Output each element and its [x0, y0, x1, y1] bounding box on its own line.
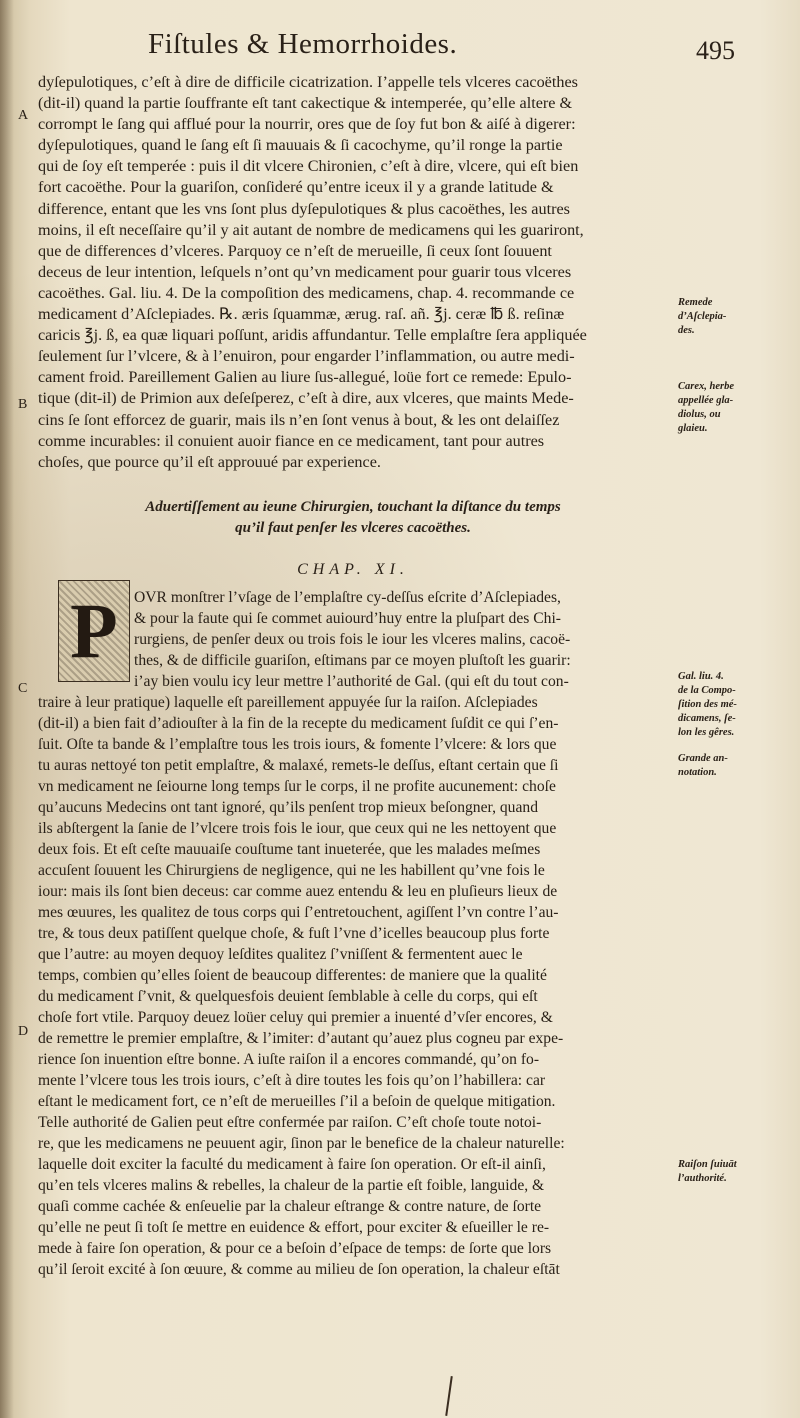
text-line: temps, combien qu’elles ſoient de beaucoup differentes: de maniere que la qualité	[38, 966, 547, 984]
text-line: laquelle doit exciter la faculté du medicament à faire ſon operation. Or eſt-il ainſi,	[38, 1155, 546, 1173]
text-line: tu auras nettoyé ton petit emplaſtre, & malaxé, remets-le deſſus, eſtant certain que ſi	[38, 756, 559, 774]
text-line: medicament d’Aſclepiades. ℞. æris ſquammæ, ærug. raſ. añ. ℥j. ceræ ℔ ß. reſinæ	[38, 305, 565, 324]
advertissement-line: qu’il faut penſer les vlceres cacoëthes.	[235, 519, 471, 536]
text-line: qui de ſoy eſt temperée : puis il dit vlcere Chironien, c’eſt à dire, vlcere, qui eſt bien	[38, 157, 579, 176]
margin-note-line: d’Aſclepia-	[678, 311, 727, 322]
margin-note-line: Grande an-	[678, 753, 728, 764]
margin-note-carex	[678, 380, 796, 436]
text-line: mes œuures, les qualitez de tous corps qui ſ’entretouchent, agiſſent l’vn contre l’au-	[38, 903, 559, 921]
text-line: du medicament ſ’vnit, & quelquesfois deuient ſemblable à celle du corps, qui eſt	[38, 987, 538, 1005]
text-line: rience ſon inuention eſtre bonne. A iuſte raiſon il a encores commandé, qu’on fo-	[38, 1050, 540, 1068]
margin-note-line: Raiſon ſuiuāt	[678, 1159, 737, 1170]
text-line: qu’elle ne peut ſi toſt ſe mettre en euidence & effort, pour exciter & eſueiller le re-	[38, 1218, 550, 1236]
text-line: ils abſtergent la ſanie de l’vlcere trois fois le iour, que ceux qui ne les nettoyent que	[38, 819, 557, 837]
margin-note-line: glaieu.	[678, 423, 708, 434]
margin-note-remede	[678, 296, 796, 338]
text-line: de remettre le premier emplaſtre, & l’imiter: d’autant qu’auez plus cogneu par expe-	[38, 1029, 564, 1047]
margin-note-line: dicamens, ſe-	[678, 713, 736, 724]
margin-note-raison	[678, 1158, 796, 1186]
text-line: mede à faire ſon operation, & pour ce a beſoin d’eſpace de temps: de ſorte que lors	[38, 1239, 552, 1257]
text-block	[38, 72, 668, 1280]
text-line: deux fois. Et eſt ceſte mauuaiſe couſtume tant inueterée, que les malades meſmes	[38, 840, 541, 858]
text-line: cament froid. Pareillement Galien au liure ſus-allegué, loüe fort ce remede: Epulo-	[38, 368, 572, 387]
text-line: corrompt le ſang qui afflué pour la nourrir, ores que de ſoy fut bon & aiſé à digerer:	[38, 115, 576, 134]
text-line: Telle authorité de Galien peut eſtre confermée par raiſon. C’eſt choſe toute notoi-	[38, 1113, 542, 1131]
margin-note-line: l’authorité.	[678, 1173, 727, 1184]
text-line: caricis ℥j. ß, ea quæ liquari poſſunt, aridis affundantur. Telle emplaſtre ſera appliquée	[38, 326, 587, 345]
margin-note-line: appellée gla-	[678, 395, 734, 406]
margin-note-line: Carex, herbe	[678, 381, 734, 392]
margin-note-line: des.	[678, 325, 695, 336]
text-line: iour: mais ils ſont bien deceus: car comme auez entendu & leu en pluſieurs lieux de	[38, 882, 558, 900]
text-line: & pour la faute qui ſe commet auiourd’huy entre la pluſpart des Chi-	[134, 609, 561, 627]
margin-note-gal	[678, 670, 796, 740]
margin-note-line: Gal. liu. 4.	[678, 671, 724, 682]
margin-note-grande	[678, 752, 796, 780]
text-line: (dit-il) a bien fait d’adiouſter à la fin de la recepte du medicament ſuſdit ce qui ſ’en-	[38, 714, 559, 732]
text-line: fort cacoëthe. Pour la guariſon, conſideré qu’entre iceux il y a grande latitude &	[38, 178, 554, 197]
text-line: cins ſe ſont efforcez de guarir, mais ils n’en ſont venus à bout, & les ont delaiſſez	[38, 410, 560, 429]
margin-letter-d: D	[18, 1024, 29, 1039]
margin-note-line: notation.	[678, 767, 717, 778]
text-line: eſtant le medicament fort, ce n’eſt de merueilles ſ’il a beſoin de quelque mitigation.	[38, 1092, 556, 1110]
margin-note-line: lon les gêres.	[678, 727, 735, 738]
drop-cap-letter: P	[70, 587, 118, 674]
text-line: difference, entant que les vns ſont plus dyſepulotiques & plus cacoëthes, les autres	[38, 199, 570, 218]
text-line: qu’en tels vlceres malins & rebelles, la chaleur de la partie eſt foible, languide, &	[38, 1176, 545, 1194]
margin-note-line: diolus, ou	[678, 409, 721, 420]
text-line: (dit-il) quand la partie ſouffrante eſt tant cakectique & intemperée, qu’elle altere &	[38, 94, 573, 113]
text-line: ſeulement ſur l’vlcere, & à l’enuiron, pour engarder l’inflammation, ou autre medi-	[38, 347, 575, 366]
chapter-body	[38, 692, 668, 1280]
running-title: Fiſtules & Hemorrhoides.	[148, 28, 458, 60]
bottom-ink-mark	[445, 1376, 453, 1416]
margin-note-line: ſition des mé-	[678, 699, 737, 710]
text-line: deceus de leur intention, leſquels n’ont qu’vn medicament pour guarir tous vlceres	[38, 262, 572, 281]
text-line: tique (dit-il) de Primion aux deſeſperez, c’eſt à dire, aux vlceres, que maints Mede-	[38, 389, 574, 408]
text-line: OVR monſtrer l’vſage de l’emplaſtre cy-deſſus eſcrite d’Aſclepiades,	[134, 588, 561, 606]
text-line: mente l’vlcere tous les trois iours, c’eſt à dire toutes les fois qu’on l’habillera: car	[38, 1071, 546, 1089]
text-line: que l’autre: au moyen dequoy leſdites qualitez ſ’vniſſent & fermentent auec le	[38, 945, 523, 963]
text-line: quaſi comme cachée & enſeuelie par la chaleur eſtrange & contre nature, de ſorte	[38, 1197, 542, 1215]
text-line: cacoëthes. Gal. liu. 4. De la compoſition des medicamens, chap. 4. recommande ce	[38, 283, 575, 302]
margin-letter-a: A	[18, 108, 29, 123]
text-line: vn medicament ne ſeiourne long temps ſur le corps, il ne profite aucunement: choſe	[38, 777, 556, 795]
text-line: que de differences d’vlceres. Parquoy ce n’eſt de merueille, ſi ceux ſont ſouuent	[38, 241, 552, 260]
text-line: comme incurables: il conuient auoir fiance en ce medicament, tant pour autres	[38, 431, 545, 450]
text-line: qu’il ſeroit excité à ſon œuure, & comme au milieu de ſon operation, la chaleur eſtāt	[38, 1260, 560, 1278]
advertissement-line: Aduertiſſement au ieune Chirurgien, touchant la diſtance du temps	[145, 498, 561, 515]
text-line: choſe fort vtile. Parquoy deuez loüer celuy qui premier a inuenté d’vſer encores, &	[38, 1008, 553, 1026]
text-line: dyſepulotiques, quand le ſang eſt ſi mauuais & ſi cacochyme, qu’il ronge la partie	[38, 136, 563, 155]
page-header	[0, 28, 800, 72]
text-line: rurgiens, de penſer deux ou trois fois le iour les vlceres malins, cacoë-	[134, 630, 571, 648]
text-line: moins, il eſt neceſſaire qu’il y ait autant de nombre de medicamens qui les guariront,	[38, 220, 584, 239]
chapter-heading: CHAP. XI.	[297, 560, 409, 578]
text-line: re, que les medicamens ne peuuent agir, ſinon par le benefice de la chaleur naturelle:	[38, 1134, 565, 1152]
text-line: i’ay bien voulu icy leur mettre l’authorité de Gal. (qui eſt du tout con-	[134, 672, 569, 690]
text-line: choſes, que pource qu’il eſt approuué par experience.	[38, 452, 381, 471]
text-line: qu’aucuns Medecins ont tant ignoré, qu’ils penſent trop mieux beſongner, quand	[38, 798, 538, 816]
margin-note-line: Remede	[678, 297, 713, 308]
margin-letter-c: C	[18, 681, 28, 696]
margin-note-line: de la Compo-	[678, 685, 736, 696]
margin-letter-b: B	[18, 397, 28, 412]
chapter-opening	[38, 587, 668, 692]
text-line: traire à leur pratique) laquelle eſt pareillement appuyée ſur la raiſon. Aſclepiades	[38, 693, 538, 711]
text-line: accuſent ſouuent les Chirurgiens de negligence, qui ne les habillent qu’vne fois le	[38, 861, 545, 879]
top-paragraph	[38, 72, 668, 473]
text-line: thes, & de difficile guariſon, eſtimans par ce moyen pluſtoſt les guarir:	[134, 651, 571, 669]
advertissement-heading	[38, 497, 668, 539]
text-line: tre, & tous deux patiſſent quelque choſe, & fuſt l’vne d’icelles beaucoup plus forte	[38, 924, 550, 942]
text-line: dyſepulotiques, c’eſt à dire de difficile cicatrization. I’appelle tels vlceres cacoëthes	[38, 73, 578, 91]
page-number: 495	[696, 36, 735, 65]
gutter-shadow	[0, 0, 14, 1418]
ornamented-drop-cap	[58, 580, 130, 682]
text-line: ſuit. Oſte ta bande & l’emplaſtre tous les trois iours, & fomente l’vlcere: & lors que	[38, 735, 557, 753]
